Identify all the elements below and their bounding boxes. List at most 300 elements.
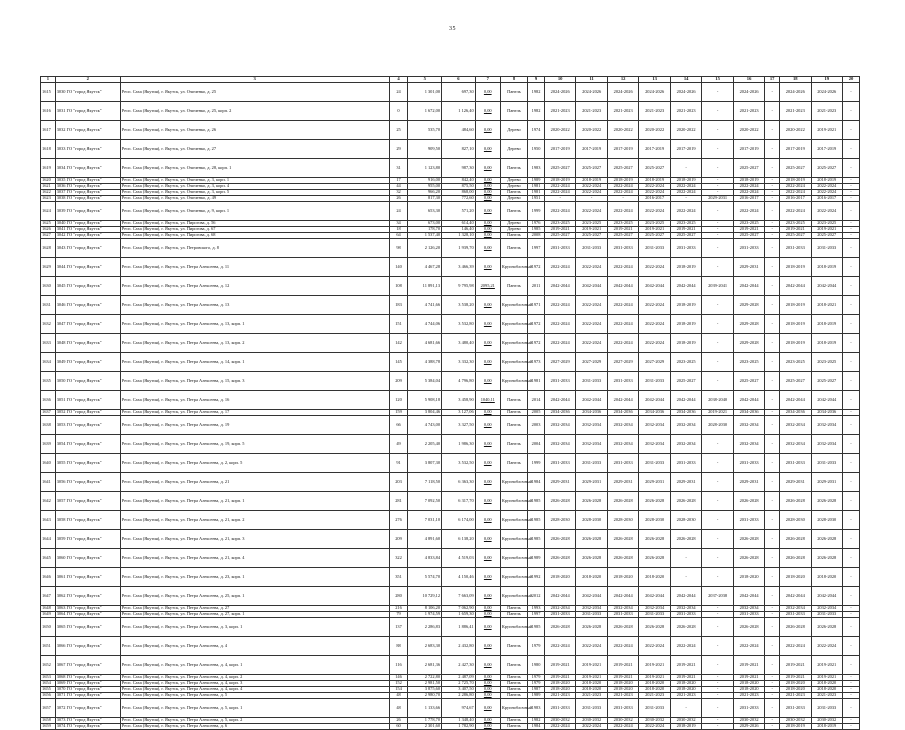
table-cell: 2038-2040 <box>702 391 733 410</box>
table-cell: 1615 <box>41 83 56 102</box>
table-cell: - <box>702 618 733 637</box>
table-cell: 2022-2024 <box>576 184 607 190</box>
table-cell: 1984 <box>528 724 545 730</box>
table-cell: 673,00 <box>408 221 442 227</box>
table-cell: Крупноблочный <box>500 372 527 391</box>
table-cell: 909,50 <box>408 140 442 159</box>
table-cell: 140 <box>389 258 408 277</box>
table-cell: 1 672,00 <box>408 102 442 121</box>
table-cell: 571,20 <box>442 202 476 221</box>
table-cell: 0,00 <box>475 656 500 675</box>
table-cell: 2018-2019 <box>733 178 764 184</box>
table-cell: 2032-2034 <box>639 416 670 435</box>
table-cell: 2031-2033 <box>780 239 811 258</box>
table-cell: 2031-2033 <box>607 372 638 391</box>
table-cell: 3054 ГО "город Якутск" <box>55 435 120 454</box>
table-cell: 2022-2024 <box>639 637 670 656</box>
table-cell: 2029-2028 <box>733 315 764 334</box>
table-cell: - <box>702 530 733 549</box>
table-cell: 1972 <box>528 315 545 334</box>
table-cell: 3053 ГО "город Якутск" <box>55 416 120 435</box>
table-cell: 2019-2021 <box>702 410 733 416</box>
table-cell: 1638 <box>41 416 56 435</box>
table-cell: 48 <box>389 699 408 718</box>
table-cell: 0,00 <box>475 718 500 724</box>
table-cell: 1980 <box>528 656 545 675</box>
table-cell: 1632 <box>41 315 56 334</box>
table-cell: 2 427,30 <box>442 656 476 675</box>
table-cell: 2021-2023 <box>733 693 764 699</box>
table-cell: 2019-2021 <box>780 656 811 675</box>
table-cell: 3045 ГО "город Якутск" <box>55 277 120 296</box>
table-cell: 1633 <box>41 334 56 353</box>
table-cell: 2021-2023 <box>733 102 764 121</box>
table-cell: 0,00 <box>475 693 500 699</box>
table-cell: Панель <box>500 454 527 473</box>
table-cell: Респ. Саха (Якутия), г. Якутск, ул. Очиченко, д. 49 <box>120 196 389 202</box>
table-cell: - <box>702 315 733 334</box>
table-cell: 0,00 <box>475 675 500 681</box>
table-cell: 2034-2036 <box>607 410 638 416</box>
table-cell: 1985 <box>528 492 545 511</box>
table-cell: - <box>765 718 780 724</box>
table-cell: Респ. Саха (Якутия), г. Якутск, ул. Петра Алексеева, д. 5, корп. 2 <box>120 718 389 724</box>
table-cell: 2018-2020 <box>576 681 607 687</box>
table-cell: 2022-2024 <box>576 296 607 315</box>
table-cell: 2022-2024 <box>733 184 764 190</box>
table-cell: - <box>765 227 780 233</box>
table-cell: 2018-2019 <box>780 296 811 315</box>
table-cell: - <box>842 227 859 233</box>
table-cell: 0,00 <box>475 410 500 416</box>
table-cell: 1974 <box>528 121 545 140</box>
table-cell: 974,67 <box>442 699 476 718</box>
table-cell: - <box>702 473 733 492</box>
table-row <box>41 587 860 606</box>
table-cell: Респ. Саха (Якутия), г. Якутск, ул. Петра Алексеева, д. 17 <box>120 410 389 416</box>
table-cell: Респ. Саха (Якутия), г. Якутск, ул. Петра Алексеева, д. 19 <box>120 416 389 435</box>
table-cell: 2019-2021 <box>576 227 607 233</box>
table-cell: - <box>702 693 733 699</box>
table-cell: - <box>702 687 733 693</box>
table-cell: 1646 <box>41 568 56 587</box>
table-cell: 2022-2024 <box>544 202 575 221</box>
table-cell: 1972 <box>528 258 545 277</box>
table-cell: 3050 ГО "город Якутск" <box>55 372 120 391</box>
table-cell: 1630 <box>41 277 56 296</box>
table-cell: 2022-2024 <box>733 202 764 221</box>
table-cell: - <box>702 83 733 102</box>
table-cell: 1619 <box>41 159 56 178</box>
column-header-14: 14 <box>670 77 701 83</box>
table-cell: Крупноблочный <box>500 315 527 334</box>
table-cell: - <box>842 693 859 699</box>
table-cell: - <box>842 159 859 178</box>
table-cell: - <box>702 549 733 568</box>
table-cell: 2042-2044 <box>780 587 811 606</box>
table-cell: 2018-2020 <box>576 568 607 587</box>
table-cell: - <box>607 196 638 202</box>
table-cell: 2022-2024 <box>607 296 638 315</box>
table-cell: 2016-2017 <box>811 196 842 202</box>
table-cell: 2025-2027 <box>544 159 575 178</box>
table-cell: 2018-2019 <box>639 178 670 184</box>
table-cell: 2024-2026 <box>639 83 670 102</box>
table-cell: 2032-2034 <box>544 416 575 435</box>
table-cell: 2026-2028 <box>607 618 638 637</box>
table-cell: - <box>765 587 780 606</box>
table-cell: 2019-2021 <box>639 656 670 675</box>
table-cell: Крупноблочный <box>500 492 527 511</box>
table-cell: 203 <box>389 473 408 492</box>
column-header-18: 18 <box>780 77 811 83</box>
table-cell: 2027-2029 <box>607 353 638 372</box>
table-cell: 2031-2033 <box>576 612 607 618</box>
table-cell: 2032-2034 <box>670 416 701 435</box>
table-cell: 2022-2024 <box>544 296 575 315</box>
column-header-5: 5 <box>408 77 442 83</box>
table-cell: 2026-2028 <box>639 530 670 549</box>
table-cell: 2031-2033 <box>780 699 811 718</box>
table-cell: 2004 <box>528 435 545 454</box>
table-cell: 2028-2030 <box>544 511 575 530</box>
table-cell: 3043 ГО "город Якутск" <box>55 239 120 258</box>
table-cell: 2034-2036 <box>780 410 811 416</box>
table-cell: 2029-2031 <box>576 473 607 492</box>
table-cell: 4 388,78 <box>408 353 442 372</box>
table-cell: 2018-2019 <box>811 724 842 730</box>
table-cell: 2042-2044 <box>639 391 670 410</box>
table-cell: 3062 ГО "город Якутск" <box>55 587 120 606</box>
table-cell: 1658 <box>41 718 56 724</box>
table-cell: 2019-2021 <box>639 227 670 233</box>
table-cell: - <box>842 196 859 202</box>
table-cell: Панель <box>500 675 527 681</box>
table-cell: 1648 <box>41 606 56 612</box>
table-cell: 2024-2026 <box>733 83 764 102</box>
table-cell: 2030-2032 <box>607 718 638 724</box>
table-cell: 2022-2024 <box>811 202 842 221</box>
table-cell: 3031 ГО "город Якутск" <box>55 102 120 121</box>
table-cell: 1 986,30 <box>442 435 476 454</box>
table-cell: 2022-2024 <box>639 258 670 277</box>
table-cell: 3 538,20 <box>442 296 476 315</box>
table-cell: 1656 <box>41 693 56 699</box>
table-cell: 2021-2023 <box>670 102 701 121</box>
table-cell: 145 <box>389 353 408 372</box>
table-cell: 3069 ГО "город Якутск" <box>55 681 120 687</box>
table-cell: 535,70 <box>408 121 442 140</box>
table-cell: 1976 <box>528 221 545 227</box>
table-cell: 1040,11 <box>475 391 500 410</box>
table-cell: 152 <box>389 681 408 687</box>
table-cell: - <box>702 159 733 178</box>
table-cell: 2022-2024 <box>607 190 638 196</box>
table-cell: 2024-2026 <box>607 83 638 102</box>
table-cell: - <box>765 140 780 159</box>
table-cell: 2029-2031 <box>544 473 575 492</box>
table-cell: 2032-2034 <box>733 416 764 435</box>
table-cell: 2025-2027 <box>607 233 638 239</box>
table-cell: 0,00 <box>475 221 500 227</box>
table-cell: Панель <box>500 435 527 454</box>
table-cell: 79 <box>389 612 408 618</box>
table-cell: Дерево <box>500 140 527 159</box>
table-cell: Панель <box>500 202 527 221</box>
table-cell: - <box>765 315 780 334</box>
table-cell: 2026-2028 <box>670 618 701 637</box>
table-cell: 2023-2025 <box>811 221 842 227</box>
table-cell: 0,00 <box>475 227 500 233</box>
table-cell: 2021-2023 <box>639 693 670 699</box>
table-cell: 2022-2024 <box>639 724 670 730</box>
table-cell: 2026-2028 <box>811 492 842 511</box>
table-cell: 2019-2021 <box>576 675 607 681</box>
table-cell: 32 <box>389 190 408 196</box>
table-cell: 0,00 <box>475 687 500 693</box>
table-cell: - <box>702 718 733 724</box>
table-cell: Панель <box>500 83 527 102</box>
table-cell: 2020-2022 <box>733 121 764 140</box>
table-cell: 1618 <box>41 140 56 159</box>
table-cell: - <box>765 435 780 454</box>
table-cell: - <box>842 435 859 454</box>
table-cell: 1621 <box>41 184 56 190</box>
table-cell: 146,40 <box>442 227 476 233</box>
table-cell: 2 286,80 <box>442 693 476 699</box>
table-cell: 2026-2028 <box>607 492 638 511</box>
table-cell: - <box>842 102 859 121</box>
table-cell: 2 432,80 <box>442 637 476 656</box>
table-cell: 2019-2021 <box>811 675 842 681</box>
table-cell: 2014 <box>528 391 545 410</box>
table-cell: 24 <box>389 202 408 221</box>
table-row <box>41 530 860 549</box>
table-cell: 1979 <box>528 681 545 687</box>
table-cell: 1983 <box>528 159 545 178</box>
table-cell: 2022-2024 <box>607 334 638 353</box>
table-cell: 1639 <box>41 435 56 454</box>
table-cell: 3064 ГО "город Якутск" <box>55 612 120 618</box>
table-cell: 2018-2021 <box>811 296 842 315</box>
column-header-12: 12 <box>607 77 638 83</box>
table-cell: - <box>670 549 701 568</box>
table-cell: 1628 <box>41 239 56 258</box>
table-cell: 2031-2033 <box>670 239 701 258</box>
table-cell: 2019-2021 <box>733 227 764 233</box>
table-cell: 3 807,30 <box>408 454 442 473</box>
table-cell: 2 286,83 <box>408 618 442 637</box>
table-cell: 2 126,20 <box>408 239 442 258</box>
table-cell: 142 <box>389 334 408 353</box>
table-cell: - <box>842 391 859 410</box>
table-cell: 5 384,04 <box>408 372 442 391</box>
table-cell: 4 744,06 <box>408 315 442 334</box>
table-cell: Респ. Саха (Якутия), г. Якутск, ул. Петра Алексеева, д. 11 <box>120 258 389 277</box>
table-cell: Респ. Саха (Якутия), г. Якутск, ул. Петра Алексеева, д. 13, корп. 2 <box>120 334 389 353</box>
table-cell: - <box>842 190 859 196</box>
table-row <box>41 492 860 511</box>
table-cell: 868,00 <box>442 190 476 196</box>
table-cell: 4 796,80 <box>442 372 476 391</box>
table-cell: 1627 <box>41 233 56 239</box>
table-cell: 916,00 <box>408 178 442 184</box>
table-cell: 2022-2024 <box>811 184 842 190</box>
table-cell: 1643 <box>41 511 56 530</box>
table-cell: Респ. Саха (Якутия), г. Якутск, ул. Петра Алексеева, д. 21 <box>120 473 389 492</box>
page-number: 35 <box>449 26 456 32</box>
column-header-6: 6 <box>442 77 476 83</box>
table-cell: Панель <box>500 277 527 296</box>
table-cell: 3066 ГО "город Якутск" <box>55 637 120 656</box>
table-cell: 2025-2027 <box>780 159 811 178</box>
table-cell: 2019-2021 <box>670 656 701 675</box>
table-cell: 2018-2020 <box>639 568 670 587</box>
table-cell: 2032-2034 <box>607 606 638 612</box>
table-cell: 2024-2026 <box>576 83 607 102</box>
table-cell: 2026-2028 <box>780 618 811 637</box>
table-cell: 64 <box>389 233 408 239</box>
table-cell: 2018-2020 <box>639 681 670 687</box>
table-cell: - <box>842 549 859 568</box>
table-cell: 2 487,09 <box>442 675 476 681</box>
table-cell: Респ. Саха (Якутия), г. Якутск, ул. Очиченко, д. 25 <box>120 83 389 102</box>
table-cell: 2031-2033 <box>544 372 575 391</box>
table-cell: 2031-2033 <box>607 454 638 473</box>
table-cell: - <box>765 239 780 258</box>
table-cell: - <box>842 492 859 511</box>
table-cell: 2034-2036 <box>639 410 670 416</box>
table-cell: 2020-2022 <box>780 121 811 140</box>
table-cell: - <box>842 612 859 618</box>
table-cell: 955,00 <box>408 184 442 190</box>
table-cell: - <box>842 473 859 492</box>
table-cell: - <box>702 606 733 612</box>
table-cell: 2026-2028 <box>733 549 764 568</box>
table-cell: - <box>842 675 859 681</box>
table-cell: 2030-2032 <box>639 718 670 724</box>
table-cell: 2031-2033 <box>811 454 842 473</box>
table-cell: 2022-2024 <box>670 202 701 221</box>
table-cell: 2022-2024 <box>544 637 575 656</box>
table-cell: - <box>765 83 780 102</box>
table-cell: 2018-2019 <box>670 258 701 277</box>
table-cell: - <box>702 334 733 353</box>
table-row <box>41 473 860 492</box>
table-cell: - <box>702 699 733 718</box>
table-cell: 2022-2024 <box>544 184 575 190</box>
table-cell: Панель <box>500 693 527 699</box>
table-cell: 2028-2030 <box>702 416 733 435</box>
table-cell: - <box>765 681 780 687</box>
table-cell: 1654 <box>41 681 56 687</box>
table-cell: 2022-2024 <box>670 190 701 196</box>
table-cell: Респ. Саха (Якутия), г. Якутск, ул. Очиченко, д. 3, корп. 4 <box>120 184 389 190</box>
table-cell: - <box>842 353 859 372</box>
table-cell: - <box>702 724 733 730</box>
table-row <box>41 315 860 334</box>
table-cell: 2025-2027 <box>670 372 701 391</box>
table-cell: Респ. Саха (Якутия), г. Якутск, ул. Петра Алексеева, д. 25, корп. 1 <box>120 587 389 606</box>
table-cell: 2037-2038 <box>702 587 733 606</box>
table-cell: 29 <box>389 140 408 159</box>
table-cell: - <box>702 511 733 530</box>
table-cell: 2022-2024 <box>780 637 811 656</box>
table-cell: - <box>765 202 780 221</box>
table-cell: 1637 <box>41 410 56 416</box>
table-cell: - <box>842 83 859 102</box>
table-cell: - <box>765 178 780 184</box>
table-cell: 2042-2044 <box>733 391 764 410</box>
table-cell: 2042-2044 <box>811 277 842 296</box>
table-cell: 1993 <box>528 606 545 612</box>
table-cell: 2042-2044 <box>733 587 764 606</box>
table-cell: - <box>765 334 780 353</box>
table-cell: Респ. Саха (Якутия), г. Якутск, ул. Петра Алексеева, д. 13, корп. 1 <box>120 315 389 334</box>
table-cell: 2022-2024 <box>576 315 607 334</box>
table-cell: 2029-2031 <box>811 473 842 492</box>
table-cell: 2025-2027 <box>811 372 842 391</box>
table-cell: 2034-2036 <box>733 410 764 416</box>
table-cell: 2005 <box>528 410 545 416</box>
table-cell: 2017-2019 <box>607 140 638 159</box>
table-cell: 2031-2033 <box>576 372 607 391</box>
table-cell: 2024-2026 <box>780 83 811 102</box>
table-cell: 8 106,20 <box>408 606 442 612</box>
column-header-13: 13 <box>639 77 670 83</box>
table-cell: - <box>842 606 859 612</box>
table-cell: 2031-2033 <box>576 699 607 718</box>
table-cell: 3 458,90 <box>442 391 476 410</box>
table-row <box>41 511 860 530</box>
table-cell: 2029-2028 <box>733 334 764 353</box>
table-cell: Дерево <box>500 184 527 190</box>
table-cell: 2025-2027 <box>639 233 670 239</box>
table-cell: - <box>842 258 859 277</box>
table-cell: 2020-2022 <box>576 121 607 140</box>
table-cell: - <box>702 202 733 221</box>
table-cell: 2031-2033 <box>544 239 575 258</box>
table-cell: Панель <box>500 724 527 730</box>
table-cell: 2026-2028 <box>639 549 670 568</box>
table-cell: 2020-2022 <box>544 121 575 140</box>
table-cell: Дерево <box>500 221 527 227</box>
table-cell: 2022-2024 <box>576 190 607 196</box>
table-cell: Респ. Саха (Якутия), г. Якутск, ул. Петра Алексеева, д. 3, корп. 1 <box>120 618 389 637</box>
table-cell: - <box>702 675 733 681</box>
table-cell: 4 743,00 <box>408 416 442 435</box>
table-cell: 3051 ГО "город Якутск" <box>55 391 120 410</box>
table-cell: 3068 ГО "город Якутск" <box>55 675 120 681</box>
table-cell: - <box>702 233 733 239</box>
table-cell: 2018-2020 <box>811 681 842 687</box>
table-cell: 2 981,50 <box>408 681 442 687</box>
table-cell: - <box>765 190 780 196</box>
table-cell: 2034-2036 <box>670 410 701 416</box>
table-cell: Крупноблочный <box>500 473 527 492</box>
table-cell: - <box>576 196 607 202</box>
table-cell: Респ. Саха (Якутия), г. Якутск, ул. Очиченко, д. 3, корп. 5 <box>120 190 389 196</box>
table-cell: Респ. Саха (Якутия), г. Якутск, ул. Петра Алексеева, д. 15, корп. 3 <box>120 372 389 391</box>
table-cell: 48 <box>389 693 408 699</box>
table-row <box>41 296 860 315</box>
table-cell: 209 <box>389 372 408 391</box>
table-cell: - <box>670 568 701 587</box>
table-cell: Респ. Саха (Якутия), г. Якутск, ул. Очиченко, д. 28, корп. 1 <box>120 159 389 178</box>
table-cell: 4 891,60 <box>408 530 442 549</box>
table-cell: - <box>765 606 780 612</box>
table-cell: Респ. Саха (Якутия), г. Якутск, ул. Петра Алексеева, д. 4, корп. 2 <box>120 675 389 681</box>
